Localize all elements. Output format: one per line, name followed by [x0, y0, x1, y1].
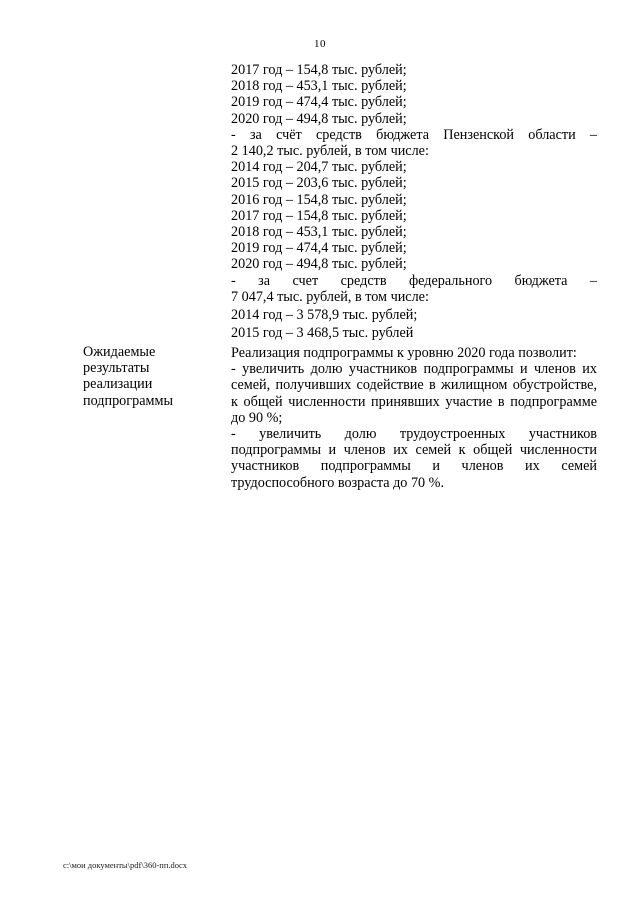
funding-source-heading: - за счёт средств бюджета Пензенской области –: [231, 126, 597, 143]
results-label: Ожидаемые результаты реализации подпрограммы: [83, 344, 173, 409]
funding-line: 2014 год – 204,7 тыс. рублей;: [231, 159, 407, 176]
results-text: [231, 345, 597, 491]
funding-line: 2017 год – 154,8 тыс. рублей;: [231, 62, 407, 78]
funding-line: 2020 год – 494,8 тыс. рублей;: [231, 256, 407, 273]
funding-source-heading: - за счет средств федерального бюджета –: [231, 272, 597, 289]
footer-file-path: c:\мои документы\pdf\360-пп.docx: [63, 860, 188, 870]
funding-line: 2018 год – 453,1 тыс. рублей;: [231, 224, 407, 241]
funding-line: 7 047,4 тыс. рублей, в том числе:: [231, 288, 429, 305]
funding-line: 2014 год – 3 578,9 тыс. рублей;: [231, 307, 418, 324]
page-number: 10: [314, 38, 326, 50]
results-intro: Реализация подпрограммы к уровню 2020 года позволит:: [231, 345, 577, 361]
results-item: - увеличить долю участников подпрограммы и членов их семей, получивших содействие в жилищном обустройстве, к общей численности принявших участие в подпрограмме до 90 %;: [231, 361, 597, 426]
funding-line: 2020 год – 494,8 тыс. рублей;: [231, 110, 407, 127]
funding-line: 2015 год – 203,6 тыс. рублей;: [231, 175, 407, 192]
funding-line: 2019 год – 474,4 тыс. рублей;: [231, 94, 407, 111]
funding-line: 2019 год – 474,4 тыс. рублей;: [231, 240, 407, 257]
funding-continuation: [231, 62, 597, 341]
results-item: - увеличить долю трудоустроенных участников подпрограммы и членов их семей к общей численности участников подпрограммы и членов их семей трудоспособного возраста до 70 %.: [231, 426, 597, 491]
funding-line: 2017 год – 154,8 тыс. рублей;: [231, 207, 407, 224]
funding-line: 2016 год – 154,8 тыс. рублей;: [231, 191, 407, 208]
funding-line: 2 140,2 тыс. рублей, в том числе:: [231, 143, 429, 160]
funding-line: 2018 год – 453,1 тыс. рублей;: [231, 78, 407, 95]
funding-line: 2015 год – 3 468,5 тыс. рублей: [231, 325, 414, 342]
